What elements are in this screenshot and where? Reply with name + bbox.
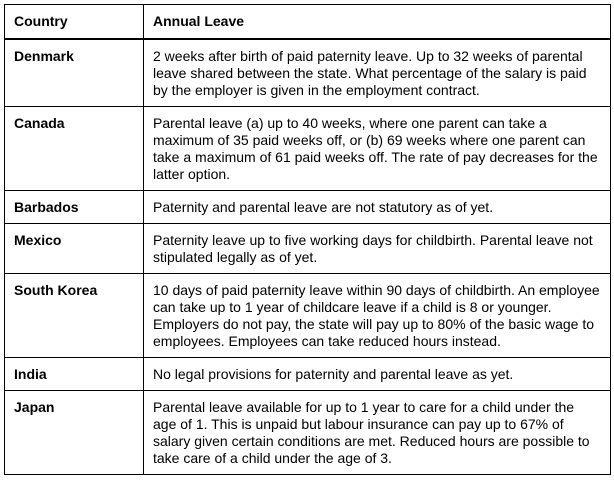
table-row [5, 391, 611, 475]
leave-cell: Paternity leave up to five working days for childbirth. Parental leave not stipulated legally as of yet. [144, 224, 611, 274]
table-row [5, 191, 611, 224]
country-cell: Canada [5, 107, 144, 191]
table-row [5, 224, 611, 274]
leave-cell: No legal provisions for paternity and parental leave as yet. [144, 358, 611, 391]
leave-policy-table [4, 4, 611, 475]
leave-cell: Paternity and parental leave are not statutory as of yet. [144, 191, 611, 224]
country-cell: Japan [5, 391, 144, 475]
country-cell: Barbados [5, 191, 144, 224]
table-row [5, 358, 611, 391]
annual-leave-column-header: Annual Leave [144, 5, 611, 40]
leave-cell: Parental leave (a) up to 40 weeks, where one parent can take a maximum of 35 paid weeks off, or (b) 69 weeks where one parent can take a maximum of 61 paid weeks off. The rate of pay decreases for the latter option. [144, 107, 611, 191]
table-body [5, 39, 611, 475]
country-column-header: Country [5, 5, 144, 40]
country-cell: Denmark [5, 39, 144, 107]
country-cell: Mexico [5, 224, 144, 274]
table-header [5, 5, 611, 40]
leave-cell: 10 days of paid paternity leave within 90 days of childbirth. An employee can take up to 1 year of childcare leave if a child is 8 or younger. Employers do not pay, the state will pay up to 80% of the basic wage to employees. Employees can take reduced hours instead. [144, 274, 611, 358]
table-row [5, 107, 611, 191]
country-cell: India [5, 358, 144, 391]
leave-cell: 2 weeks after birth of paid paternity leave. Up to 32 weeks of parental leave shared between the state. What percentage of the salary is paid by the employer is given in the employment contract. [144, 39, 611, 107]
leave-cell: Parental leave available for up to 1 year to care for a child under the age of 1. This is unpaid but labour insurance can pay up to 67% of salary given certain conditions are met. Reduced hours are possible to take care of a child under the age of 3. [144, 391, 611, 475]
table-row [5, 274, 611, 358]
header-row [5, 5, 611, 40]
table-row [5, 39, 611, 107]
country-cell: South Korea [5, 274, 144, 358]
